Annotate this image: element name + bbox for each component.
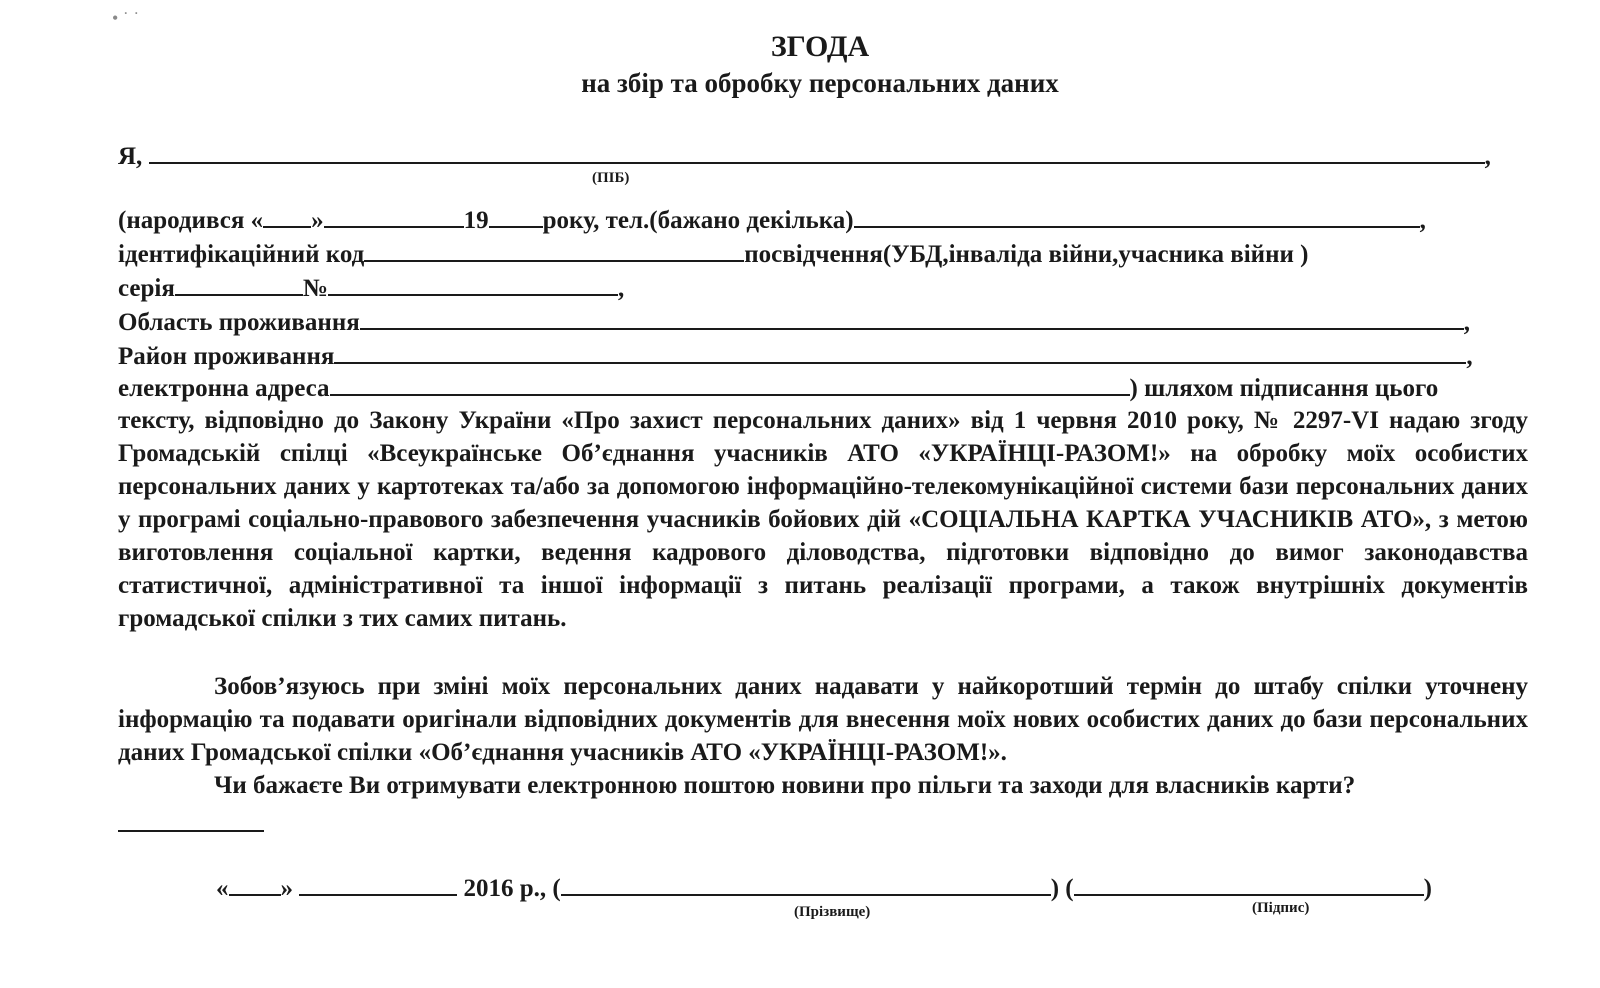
surname-blank[interactable] [561,872,1051,896]
obligation-paragraph: Зобов’язуюсь при зміні моїх персональних даних надавати у найкоротший термін до штабу спілки уточнену інформацію та подавати оригінали відповідних документів для внесення моїх нових особистих даних до бази персональних даних Громадської спілки «Об’єднання учасників АТО «УКРАЇНЦІ-РАЗОМ!». [118,673,1528,766]
region-blank[interactable] [360,306,1464,330]
document-subtitle: на збір та обробку персональних даних [581,68,1059,98]
phone-blank[interactable] [854,204,1420,228]
birth-year-blank[interactable] [489,204,543,228]
id-code-line: ідентифікаційний код посвідчення(УБД,інваліда війни,учасника війни ) [118,238,1308,270]
district-line: Район проживання , [118,340,1473,372]
date-signature-line: « » 2016 р., ( ) ( ) [216,872,1432,904]
name-line: Я, , [118,140,1491,172]
series-blank[interactable] [175,272,303,296]
signature-blank[interactable] [1074,872,1424,896]
id-code-blank[interactable] [364,238,744,262]
document-title: ЗГОДА [770,30,870,63]
name-caption: (ПІБ) [592,170,630,186]
email-line: електронна адреса ) шляхом підписання цього [118,372,1438,404]
number-blank[interactable] [328,272,618,296]
consent-paragraph: тексту, відповідно до Закону України «Про захист персональних даних» від 1 червня 2010 року, № 2297-VI надаю згоду Громадській спілці «Всеукраїнське Об’єднання учасників АТО «УКРАЇНЦІ-РАЗОМ!» на обробку моїх особистих персональних даних у картотеках та/або за допомогою інформаційно-телекомунікаційної системи бази персональних даних у програмі соціально-правового забезпечення учасників бойових дій «СОЦІАЛЬНА КАРТКА УЧАСНИКІВ АТО», з метою виготовлення соціальної картки, ведення кадрового діловодства, підготовки відповідно до вимог законодавства статистичної, адміністративної та іншої інформації з питань реалізації програми, а також внутрішніх документів громадської спілки з тих самих питань. [118,407,1528,632]
answer-line [118,808,264,840]
name-prefix: Я, [118,143,143,170]
region-line: Область проживання , [118,306,1470,338]
email-blank[interactable] [330,372,1130,396]
birth-month-blank[interactable] [324,204,464,228]
series-line: серія № , [118,272,624,304]
name-blank[interactable] [149,140,1485,164]
birth-phone-line: (народився « » 19 року, тел.(бажано декілька) , [118,204,1426,236]
birth-day-blank[interactable] [263,204,311,228]
scan-speck: • ˙ ˙ [112,8,140,28]
newsletter-question: Чи бажаєте Ви отримувати електронною поштою новини про пільги та заходи для власників карти? [214,772,1356,799]
district-blank[interactable] [334,340,1466,364]
signature-caption: (Підпис) [1252,900,1310,916]
answer-blank[interactable] [118,808,264,832]
surname-caption: (Прізвище) [794,904,871,920]
date-month-blank[interactable] [299,872,457,896]
date-day-blank[interactable] [229,872,281,896]
